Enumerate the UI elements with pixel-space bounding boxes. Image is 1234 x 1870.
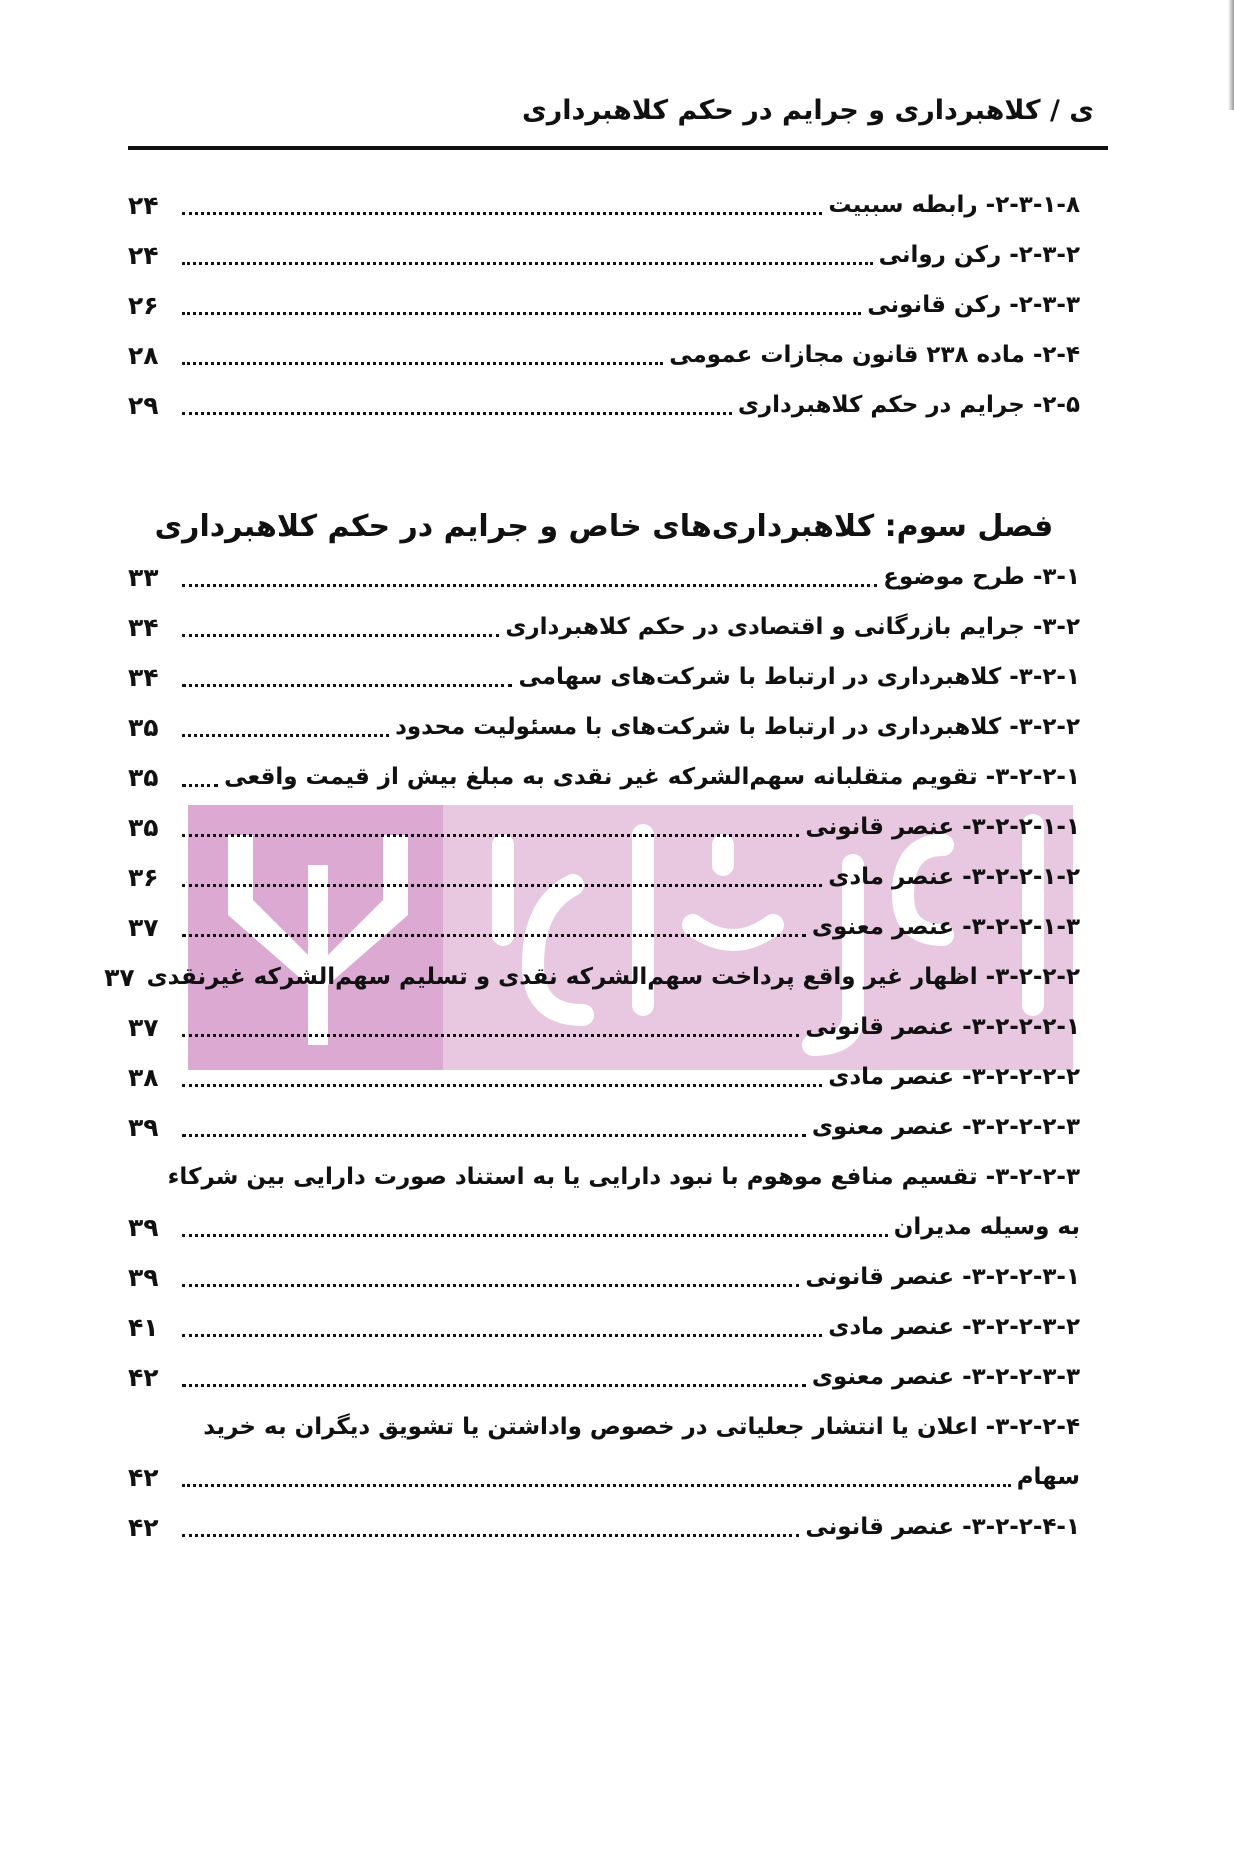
leader-dots xyxy=(182,362,663,365)
toc-entry-long-first-line[interactable] xyxy=(128,1152,1080,1202)
toc-entry-title: ۳-۲-۲-۲- اظهار غیر واقع پرداخت سهم‌الشرکه نقدی و تسلیم سهم‌الشرکه غیرنقدی xyxy=(146,964,1080,990)
toc-entry-page: ۳۹ xyxy=(128,1112,159,1142)
leader-dots xyxy=(182,884,822,887)
toc-entry-page: ۳۵ xyxy=(128,812,159,842)
chapter-3-title: فصل سوم: کلاهبرداری‌های خاص و جرایم در حکم کلاهبرداری xyxy=(154,509,1054,544)
leader-dots xyxy=(182,684,512,687)
toc-entry[interactable] xyxy=(128,330,1080,380)
toc-entry-title: ۲-۳-۳- رکن قانونی xyxy=(867,292,1080,318)
toc-entry[interactable] xyxy=(128,280,1080,330)
leader-dots xyxy=(182,1334,822,1337)
leader-dots xyxy=(182,412,732,415)
toc-entry[interactable] xyxy=(128,802,1080,852)
toc-entry-page: ۴۲ xyxy=(128,1462,159,1492)
toc-entry-title: ۳-۲-۲-۱-۳- عنصر معنوی xyxy=(811,914,1080,940)
toc-entry-page: ۳۹ xyxy=(128,1262,159,1292)
toc-entry-title: ۳-۲-۲-۳- تقسیم منافع موهوم با نبود دارایی یا به استناد صورت دارایی بین شرکاء xyxy=(167,1164,1080,1190)
toc-entry[interactable] xyxy=(128,852,1080,902)
toc-entry-page: ۳۶ xyxy=(128,862,159,892)
toc-entry-page: ۳۴ xyxy=(128,662,159,692)
toc-entry-title: ۳-۲-۲-۲-۳- عنصر معنوی xyxy=(811,1114,1080,1140)
toc-entry[interactable] xyxy=(128,1252,1080,1302)
toc-entry-title: ۳-۲-۲- کلاهبرداری در ارتباط با شرکت‌های با مسئولیت محدود xyxy=(395,714,1080,740)
toc-entry-page: ۲۴ xyxy=(128,240,159,270)
toc-entry[interactable] xyxy=(128,702,1080,752)
toc-entry-title: ۳-۲-۲-۱-۱- عنصر قانونی xyxy=(805,814,1080,840)
toc-entry-page: ۳۴ xyxy=(128,612,159,642)
header-rule xyxy=(128,146,1108,150)
leader-dots xyxy=(182,834,799,837)
toc-entry[interactable] xyxy=(128,752,1080,802)
toc-entry-title: ۳-۲-۱- کلاهبرداری در ارتباط با شرکت‌های سهامی xyxy=(518,664,1080,690)
leader-dots xyxy=(182,784,218,787)
toc-entry-page: ۳۷ xyxy=(104,962,135,992)
toc-section-continued xyxy=(128,1252,1080,1402)
toc-entry-title: به وسیله مدیران xyxy=(893,1214,1080,1240)
toc-entry-page: ۲۴ xyxy=(128,190,159,220)
toc-entry-title: ۲-۳-۲- رکن روانی xyxy=(878,242,1080,268)
leader-dots xyxy=(182,934,806,937)
toc-entry-title: ۳-۲-۲-۳-۱- عنصر قانونی xyxy=(805,1264,1080,1290)
toc-entry-page: ۴۲ xyxy=(128,1512,159,1542)
toc-entry[interactable] xyxy=(128,380,1080,430)
leader-dots xyxy=(182,634,499,637)
leader-dots xyxy=(182,1034,799,1037)
leader-dots xyxy=(182,212,822,215)
toc-entry-page: ۳۸ xyxy=(128,1062,159,1092)
toc-entry[interactable] xyxy=(128,1352,1080,1402)
leader-dots xyxy=(182,1234,888,1237)
leader-dots xyxy=(182,1084,822,1087)
toc-entry-page: ۳۵ xyxy=(128,712,159,742)
toc-entry-title: ۳-۲-۲-۴-۱- عنصر قانونی xyxy=(805,1514,1080,1540)
toc-entry-page: ۳۷ xyxy=(128,1012,159,1042)
toc-entry[interactable] xyxy=(128,1502,1080,1552)
toc-entry-title: ۲-۵- جرایم در حکم کلاهبرداری xyxy=(737,392,1080,418)
toc-entry-title: ۳-۲- جرایم بازرگانی و اقتصادی در حکم کلاهبرداری xyxy=(505,614,1080,640)
toc-entry[interactable] xyxy=(128,602,1080,652)
leader-dots xyxy=(182,1284,799,1287)
toc-entry-title: ۳-۲-۲-۲-۲- عنصر مادی xyxy=(828,1064,1080,1090)
leader-dots xyxy=(182,734,389,737)
leader-dots xyxy=(182,1134,806,1137)
toc-entry-title: ۲-۳-۱-۸- رابطه سببیت xyxy=(828,192,1080,218)
toc-entry-page: ۳۷ xyxy=(128,912,159,942)
toc-entry-page: ۳۵ xyxy=(128,762,159,792)
leader-dots xyxy=(182,262,873,265)
toc-entry-title: ۳-۲-۲-۳-۳- عنصر معنوی xyxy=(811,1364,1080,1390)
leader-dots xyxy=(182,1534,799,1537)
toc-entry-title: ۳-۲-۲-۱- تقویم متقلبانه سهم‌الشرکه غیر نقدی به مبلغ بیش از قیمت واقعی xyxy=(224,764,1080,790)
table-of-contents xyxy=(104,180,1080,1552)
toc-entry-title: ۳-۲-۲-۳-۲- عنصر مادی xyxy=(828,1314,1080,1340)
toc-entry[interactable] xyxy=(128,180,1080,230)
toc-entry-title: ۳-۱- طرح موضوع xyxy=(883,564,1080,590)
toc-entry-title: ۳-۲-۲-۲-۱- عنصر قانونی xyxy=(805,1014,1080,1040)
page-edge-shadow xyxy=(1228,0,1234,110)
toc-entry-long-second-line[interactable] xyxy=(128,1452,1080,1502)
toc-entry-page: ۳۳ xyxy=(128,562,159,592)
toc-entry-long-second-line[interactable] xyxy=(128,1202,1080,1252)
toc-entry[interactable] xyxy=(128,902,1080,952)
leader-dots xyxy=(182,1384,806,1387)
toc-entry-page: ۳۹ xyxy=(128,1212,159,1242)
running-head: ی / کلاهبرداری و جرایم در حکم کلاهبرداری xyxy=(521,95,1094,126)
toc-entry[interactable] xyxy=(128,1052,1080,1102)
toc-entry[interactable] xyxy=(128,552,1080,602)
leader-dots xyxy=(182,312,861,315)
leader-dots xyxy=(182,1484,1011,1487)
toc-entry[interactable] xyxy=(128,652,1080,702)
toc-entry-page: ۲۹ xyxy=(128,390,159,420)
leader-dots xyxy=(182,584,877,587)
toc-entry-long-first-line[interactable] xyxy=(128,1402,1080,1452)
toc-section-chapter-3 xyxy=(104,552,1080,1152)
toc-entry-title: سهام xyxy=(1016,1464,1080,1490)
toc-entry[interactable] xyxy=(104,952,1080,1002)
toc-entry-page: ۲۸ xyxy=(128,340,159,370)
toc-entry-title: ۲-۴- ماده ۲۳۸ قانون مجازات عمومی xyxy=(669,342,1080,368)
toc-entry-page: ۴۱ xyxy=(128,1312,159,1342)
toc-entry-title: ۳-۲-۲-۴- اعلان یا انتشار جعلیاتی در خصوص واداشتن یا تشویق دیگران به خرید xyxy=(203,1414,1080,1440)
toc-entry[interactable] xyxy=(128,1102,1080,1152)
toc-entry[interactable] xyxy=(128,1002,1080,1052)
toc-entry[interactable] xyxy=(128,1302,1080,1352)
toc-entry[interactable] xyxy=(128,230,1080,280)
toc-section-last xyxy=(128,1502,1080,1552)
toc-entry-title: ۳-۲-۲-۱-۲- عنصر مادی xyxy=(828,864,1080,890)
toc-section-chapter-2 xyxy=(128,180,1080,430)
toc-entry-page: ۴۲ xyxy=(128,1362,159,1392)
toc-entry-page: ۲۶ xyxy=(128,290,159,320)
